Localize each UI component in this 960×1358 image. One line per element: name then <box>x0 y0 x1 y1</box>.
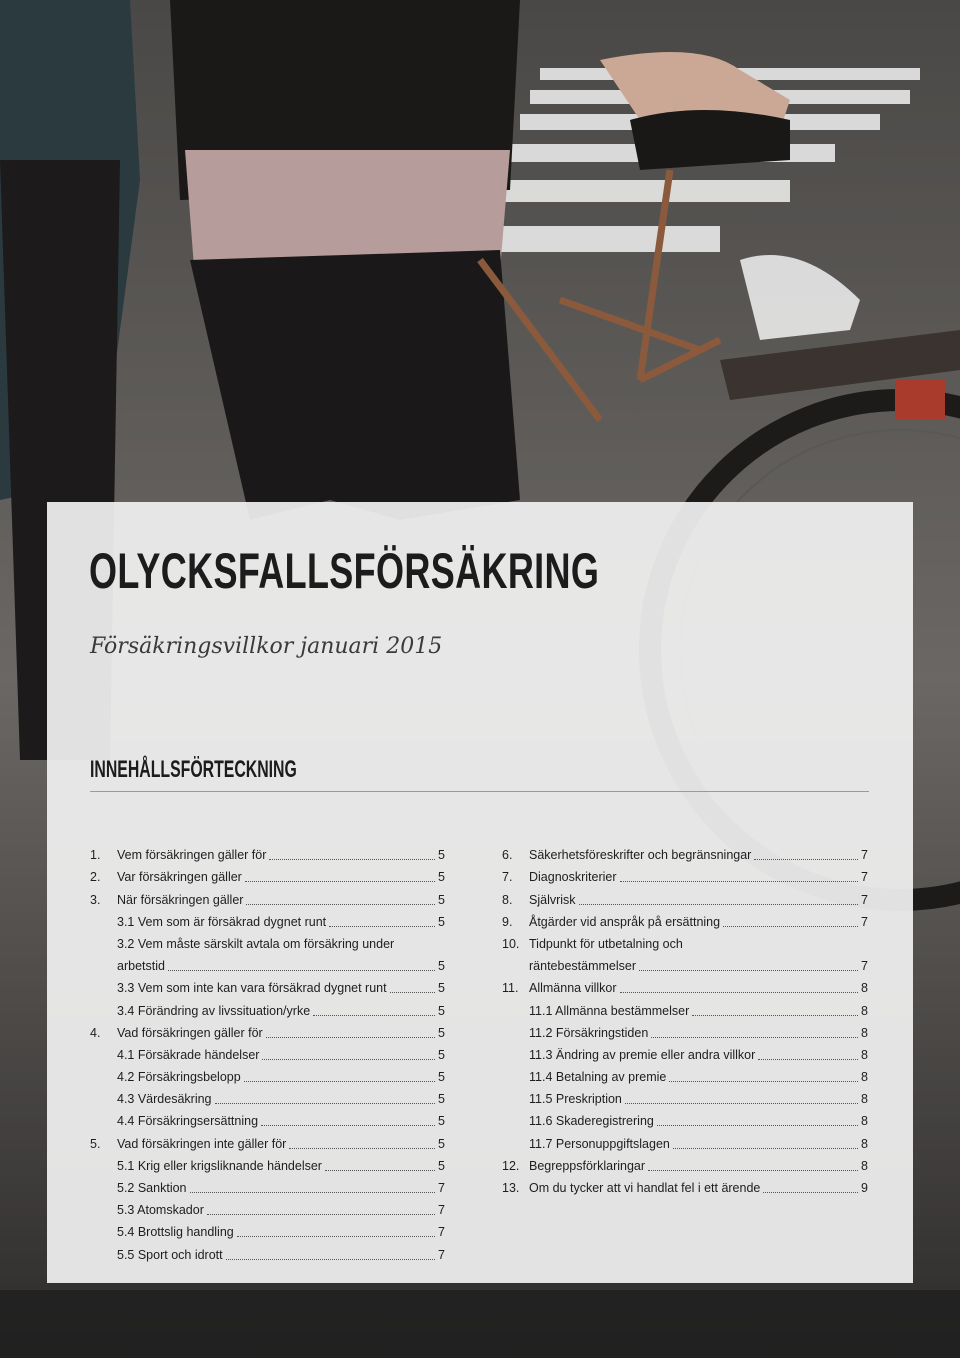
toc-entry[interactable] <box>90 1107 445 1129</box>
toc-entry[interactable] <box>502 1019 868 1041</box>
toc-entry[interactable] <box>502 841 868 863</box>
dot-leader <box>758 1059 858 1060</box>
toc-entry[interactable] <box>502 996 868 1018</box>
toc-entry-title-continued: arbetstid <box>117 959 165 974</box>
toc-entry-title: 3.1 Vem som är försäkrad dygnet runt <box>117 914 327 929</box>
dot-leader <box>190 1192 436 1193</box>
dot-leader <box>246 904 435 905</box>
dot-leader <box>245 881 435 882</box>
dot-leader <box>723 926 858 927</box>
toc-entry[interactable] <box>502 974 868 996</box>
toc-entry-title: 5.5 Sport och idrott <box>117 1247 223 1262</box>
dot-leader <box>390 992 435 993</box>
toc-entry[interactable] <box>90 1129 445 1151</box>
toc-entry-title: Var försäkringen gäller <box>117 870 242 885</box>
dot-leader <box>329 926 435 927</box>
toc-entry[interactable] <box>502 1107 868 1129</box>
toc-entry[interactable] <box>502 1152 868 1174</box>
toc-entry-title: Självrisk <box>529 892 576 907</box>
toc-entry-title: 4.4 Försäkringsersättning <box>117 1114 259 1129</box>
toc-entry-page: 5 <box>438 959 445 974</box>
toc-entry[interactable] <box>90 1019 445 1041</box>
toc-column-right <box>502 841 868 1196</box>
toc-entry[interactable] <box>90 996 445 1018</box>
dot-leader <box>625 1103 858 1104</box>
toc-entry[interactable] <box>502 1041 868 1063</box>
toc-entry[interactable] <box>502 930 868 974</box>
toc-entry-title: 5.2 Sanktion <box>117 1181 187 1195</box>
toc-entry-number: 11. <box>502 981 519 996</box>
toc-entry-number: 2. <box>90 870 101 885</box>
toc-entry-page: 8 <box>861 1025 868 1040</box>
toc-entry-page: 5 <box>438 1003 445 1018</box>
toc-entry-page: 8 <box>861 981 868 996</box>
toc-column-left <box>90 841 445 1263</box>
toc-entry[interactable] <box>90 1196 445 1218</box>
toc-entry-page: 9 <box>861 1181 868 1195</box>
toc-entry-page: 7 <box>861 959 868 974</box>
toc-entry-title: 4.3 Värdesäkring <box>117 1092 212 1107</box>
toc-entry[interactable] <box>90 1152 445 1174</box>
toc-entry[interactable] <box>90 930 445 974</box>
toc-entry-number: 7. <box>502 870 513 885</box>
toc-entry-page: 5 <box>438 1136 445 1151</box>
toc-entry[interactable] <box>502 1129 868 1151</box>
toc-entry-number: 10. <box>502 936 520 951</box>
toc-entry-number: 5. <box>90 1136 101 1151</box>
toc-entry-page: 5 <box>438 1158 445 1173</box>
document-panel <box>47 502 913 1283</box>
toc-entry[interactable] <box>502 1063 868 1085</box>
toc-entry-page: 8 <box>861 1136 868 1151</box>
divider <box>90 791 869 792</box>
toc-entry-title: 11.5 Preskription <box>529 1092 622 1107</box>
dot-leader <box>673 1148 858 1149</box>
dot-leader <box>261 1125 435 1126</box>
toc-entry-title: Begreppsförklaringar <box>529 1158 646 1173</box>
toc-entry-title: Vad försäkringen gäller för <box>117 1025 263 1040</box>
dot-leader <box>244 1081 435 1082</box>
toc-entry-title: Vem försäkringen gäller för <box>117 848 267 863</box>
toc-entry-page: 5 <box>438 981 445 996</box>
dot-leader <box>648 1170 858 1171</box>
toc-entry-page: 7 <box>438 1203 445 1218</box>
dot-leader <box>215 1103 436 1104</box>
dot-leader <box>207 1214 435 1215</box>
dot-leader <box>579 904 859 905</box>
toc-entry-page: 7 <box>438 1181 445 1195</box>
toc-entry[interactable] <box>90 841 445 863</box>
toc-entry-title: Säkerhetsföreskrifter och begränsningar <box>529 848 752 863</box>
toc-entry-page: 7 <box>438 1247 445 1262</box>
toc-entry[interactable] <box>90 1085 445 1107</box>
toc-entry[interactable] <box>90 908 445 930</box>
dot-leader <box>639 970 858 971</box>
toc-entry[interactable] <box>90 1240 445 1262</box>
toc-entry-title: Åtgärder vid anspråk på ersättning <box>529 914 721 929</box>
dot-leader <box>620 992 859 993</box>
toc-entry-title: 5.4 Brottslig handling <box>117 1225 234 1240</box>
toc-entry-title: 3.2 Vem måste särskilt avtala om försäkring under <box>117 936 395 951</box>
toc-entry-title: 11.1 Allmänna bestämmelser <box>529 1003 690 1018</box>
toc-entry-number: 8. <box>502 892 513 907</box>
toc-entry-number: 9. <box>502 914 513 929</box>
toc-entry-page: 7 <box>861 892 868 907</box>
toc-entry[interactable] <box>502 885 868 907</box>
toc-entry-page: 8 <box>861 1092 868 1107</box>
toc-entry-number: 4. <box>90 1025 101 1040</box>
toc-entry-title: 11.7 Personuppgiftslagen <box>529 1136 670 1151</box>
dot-leader <box>269 859 435 860</box>
toc-entry-title: 3.4 Förändring av livssituation/yrke <box>117 1003 311 1018</box>
toc-entry-page: 7 <box>861 848 868 863</box>
dot-leader <box>325 1170 435 1171</box>
toc-entry-title: 5.1 Krig eller krigsliknande händelser <box>117 1158 322 1173</box>
toc-entry-page: 5 <box>438 1070 445 1085</box>
dot-leader <box>657 1125 858 1126</box>
toc-entry-number: 3. <box>90 892 101 907</box>
dot-leader <box>266 1037 435 1038</box>
toc-entry-page: 5 <box>438 1092 445 1107</box>
toc-entry-title: Allmänna villkor <box>529 981 617 996</box>
toc-entry-number: 1. <box>90 848 101 863</box>
toc-entry-page: 5 <box>438 1114 445 1129</box>
toc-entry-title-continued: räntebestämmelser <box>529 959 636 974</box>
toc-entry-page: 5 <box>438 914 445 929</box>
toc-entry-title: 11.6 Skaderegistrering <box>529 1114 654 1129</box>
toc-entry-title: Vad försäkringen inte gäller för <box>117 1136 287 1151</box>
document-subtitle: Försäkringsvillkor januari 2015 <box>90 634 443 659</box>
toc-entry[interactable] <box>90 1174 445 1196</box>
dot-leader <box>763 1192 858 1193</box>
dot-leader <box>168 970 435 971</box>
dot-leader <box>262 1059 435 1060</box>
toc-entry-page: 7 <box>438 1225 445 1240</box>
toc-entry-page: 8 <box>861 1114 868 1129</box>
toc-entry-page: 8 <box>861 1003 868 1018</box>
toc-entry[interactable] <box>90 1063 445 1085</box>
toc-entry-page: 5 <box>438 1047 445 1062</box>
toc-entry[interactable] <box>90 1218 445 1240</box>
toc-entry-number: 6. <box>502 848 513 863</box>
toc-entry-page: 8 <box>861 1158 868 1173</box>
toc-entry-page: 5 <box>438 870 445 885</box>
toc-entry-title: 5.3 Atomskador <box>117 1203 204 1218</box>
toc-entry-title: 11.2 Försäkringstiden <box>529 1025 649 1040</box>
toc-entry[interactable] <box>502 863 868 885</box>
dot-leader <box>651 1037 858 1038</box>
dot-leader <box>692 1015 858 1016</box>
toc-entry-title: 11.4 Betalning av premie <box>529 1070 667 1085</box>
toc-entry-page: 5 <box>438 892 445 907</box>
toc-entry-title: Om du tycker att vi handlat fel i ett ärende <box>529 1181 761 1195</box>
toc-entry-title: 3.3 Vem som inte kan vara försäkrad dygnet runt <box>117 981 387 996</box>
dot-leader <box>226 1259 435 1260</box>
toc-entry-title: Diagnoskriterier <box>529 870 617 885</box>
toc-entry[interactable] <box>90 974 445 996</box>
toc-entry-title: 11.3 Ändring av premie eller andra villkor <box>529 1047 756 1062</box>
toc-heading: INNEHÅLLSFÖRTECKNING <box>90 756 297 783</box>
toc-entry[interactable] <box>502 908 868 930</box>
toc-entry-page: 8 <box>861 1070 868 1085</box>
toc-entry-number: 12. <box>502 1158 520 1173</box>
document-title: OLYCKSFALLSFÖRSÄKRING <box>89 543 600 599</box>
toc-entry-page: 5 <box>438 848 445 863</box>
toc-entry[interactable] <box>502 1174 868 1196</box>
toc-entry-title: Tidpunkt för utbetalning och <box>529 936 683 951</box>
dot-leader <box>669 1081 858 1082</box>
dot-leader <box>620 881 859 882</box>
toc-entry[interactable] <box>90 885 445 907</box>
toc-entry-title: 4.1 Försäkrade händelser <box>117 1047 260 1062</box>
toc-entry[interactable] <box>90 1041 445 1063</box>
toc-entry[interactable] <box>90 863 445 885</box>
dot-leader <box>237 1236 435 1237</box>
toc-entry[interactable] <box>502 1085 868 1107</box>
toc-entry-title: 4.2 Försäkringsbelopp <box>117 1070 241 1085</box>
toc-entry-page: 7 <box>861 914 868 929</box>
toc-entry-page: 7 <box>861 870 868 885</box>
toc-entry-number: 13. <box>502 1181 520 1195</box>
dot-leader <box>313 1015 435 1016</box>
dot-leader <box>754 859 858 860</box>
toc-entry-title: När försäkringen gäller <box>117 892 244 907</box>
toc-entry-page: 8 <box>861 1047 868 1062</box>
dot-leader <box>289 1148 435 1149</box>
toc-entry-page: 5 <box>438 1025 445 1040</box>
